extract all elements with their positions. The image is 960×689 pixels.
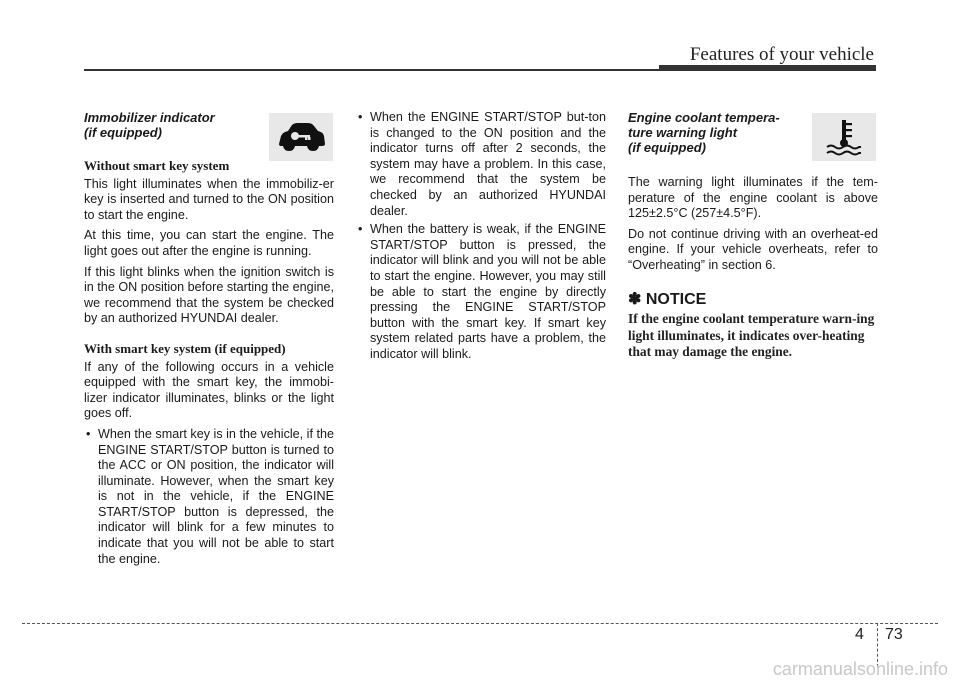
section-title-immobilizer: Immobilizer indicator (if equipped) (84, 110, 215, 140)
list-item: • When the ENGINE START/STOP but-ton is changed to the ON position and the indicator turns off after 2 seconds, the system may have a problem. In this case, we recommend that the system be checked by an authorized HYUNDAI dealer. (356, 110, 606, 219)
header-title: Features of your vehicle (689, 44, 874, 65)
paragraph: The warning light illuminates if the tem-perature of the engine coolant is above 125±2.5°C (257±4.5°F). (628, 175, 878, 221)
paragraph: Do not continue driving with an overheat-ed engine. If your vehicle overheats, refer to “Overheating” in section 6. (628, 226, 878, 272)
column-immobilizer (84, 110, 334, 570)
list-item: • When the battery is weak, if the ENGINE START/STOP button is pressed, the indicator will blink and you will not be able to start the engine. However, you may still be able to start the engine by directly pressing the ENGINE START/STOP button with the smart key. If smart key system related parts have a problem, the indicator will blink. (356, 222, 606, 362)
footer-rule (22, 623, 938, 624)
section-title-coolant: Engine coolant tempera- ture warning light (if equipped) (628, 110, 780, 155)
bullet-list (356, 110, 606, 363)
bullet-list (84, 427, 334, 567)
column-coolant (628, 110, 878, 361)
column-smart-key-continued (356, 110, 606, 366)
notice-title: ✽ NOTICE (628, 290, 707, 308)
subheading-without-smart-key: Without smart key system (84, 158, 230, 173)
paragraph: At this time, you can start the engine. The light goes out after the engine is running. (84, 228, 334, 258)
chapter-number: 4 (855, 626, 864, 643)
notice-body: If the engine coolant temperature warn-ing light illuminates, it indicates over-heating that may damage the engine. (628, 311, 875, 360)
subheading-with-smart-key: With smart key system (if equipped) (84, 340, 286, 356)
paragraph: This light illuminates when the immobiliz-er key is inserted and turned to the ON position to start the engine. (84, 176, 334, 222)
page-number: 73 (885, 626, 903, 643)
paragraph: If this light blinks when the ignition switch is in the ON position before starting the engine, we recommend that the system be checked by an authorized HYUNDAI dealer. (84, 264, 334, 326)
paragraph: If any of the following occurs in a vehicle equipped with the smart key, the immobi-lizer indicator illuminates, blinks or the light goes off. (84, 359, 334, 421)
watermark: carmanualsonline.info (772, 659, 948, 679)
list-item: • When the smart key is in the vehicle, if the ENGINE START/STOP button is turned to the ACC or ON position, the indicator will illuminate. However, when the smart key is not in the vehicle, if the ENGINE START/STOP button is depressed, the indicator will blink for a few minutes to indicate that you will not be able to start the engine. (84, 427, 334, 567)
header-rule-accent (659, 65, 876, 71)
